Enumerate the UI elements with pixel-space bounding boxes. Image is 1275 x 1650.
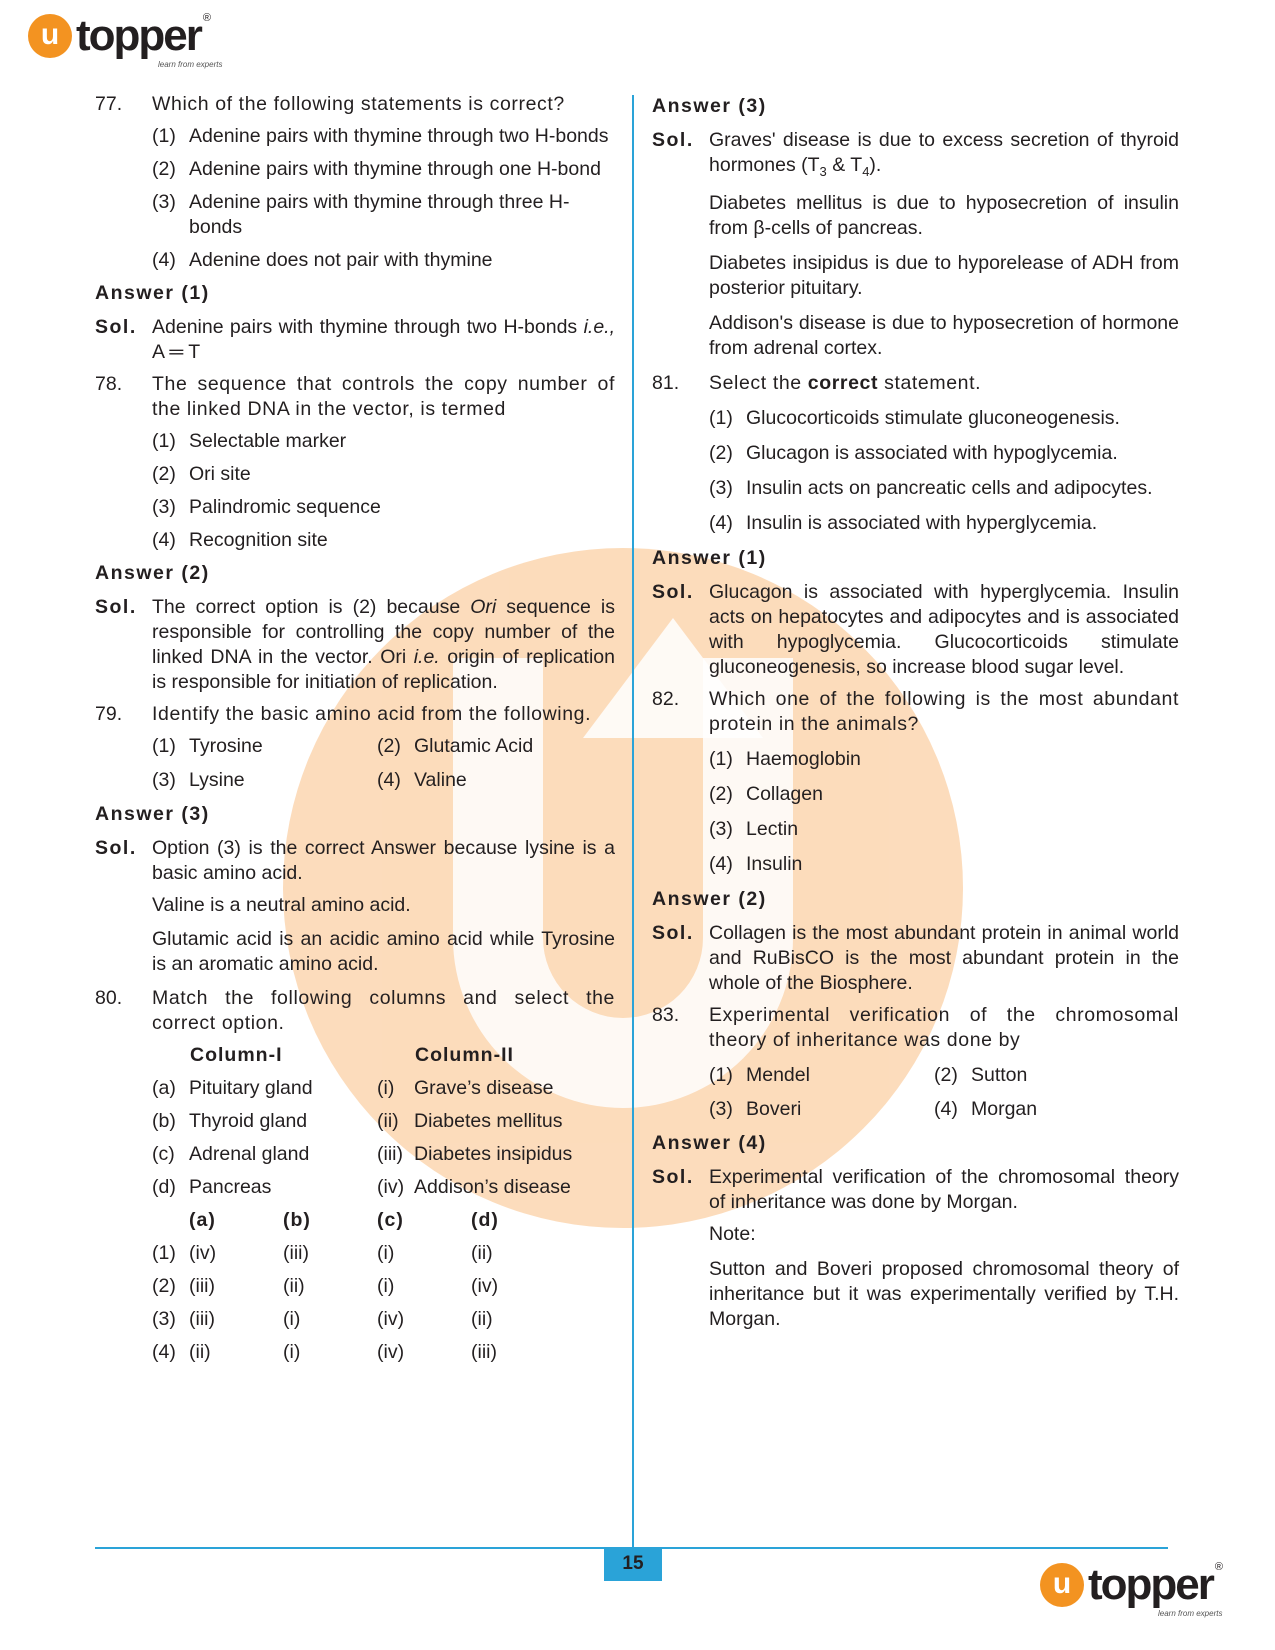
option-row: [152, 768, 615, 793]
choice-row: [152, 1307, 615, 1332]
answer-label: Answer (1): [95, 282, 210, 304]
registered-mark: ®: [202, 12, 211, 24]
question-number: 78.: [95, 373, 123, 395]
choice-value: (ii): [283, 1275, 305, 1297]
option: [709, 1097, 934, 1122]
question-78: [95, 372, 615, 422]
option: [152, 768, 377, 793]
solution-text: Option (3) is the correct Answer because lysine is a basic amino acid.: [152, 837, 615, 884]
brand-tagline: learn from experts: [158, 60, 223, 69]
solution-82: [652, 921, 1179, 996]
option-text: Insulin is associated with hyperglycemia.: [746, 511, 1098, 534]
option-number: (1): [152, 1242, 176, 1264]
solution-label: Sol.: [652, 921, 694, 944]
option: [709, 511, 1179, 536]
choice-column-heading: (a): [189, 1209, 216, 1231]
row-text: Addison’s disease: [414, 1176, 571, 1198]
brand-name: topper: [76, 11, 201, 60]
choice-value: (i): [283, 1308, 301, 1330]
option-number: (2): [709, 441, 733, 464]
option-row: [709, 1097, 1179, 1122]
match-row: [152, 1109, 615, 1134]
choice-row: [152, 1241, 615, 1266]
match-row: [152, 1175, 615, 1200]
choice-value: (iii): [471, 1341, 497, 1363]
option-number: (4): [152, 249, 176, 271]
option-number: (4): [152, 529, 176, 551]
brand-logo-top: [28, 11, 223, 69]
solution-label: Sol.: [95, 596, 137, 618]
option: [709, 817, 1179, 842]
option-text: Boveri: [746, 1097, 802, 1120]
solution-text: [709, 128, 1179, 184]
brand-badge: u: [1040, 1563, 1084, 1607]
match-row: [152, 1142, 615, 1167]
option-text: Mendel: [746, 1063, 810, 1086]
question-number: 80.: [95, 987, 123, 1009]
option: [152, 124, 615, 149]
solution-italic: i.e.,: [583, 316, 615, 338]
choice-column-heading: (c): [377, 1209, 404, 1231]
solution-paragraph: Diabetes insipidus is due to hyporelease of ADH from posterior pituitary.: [709, 251, 1179, 299]
brand-badge: u: [28, 14, 72, 58]
option: [152, 462, 615, 487]
question-text: The sequence that controls the copy number of the linked DNA in the vector, is termed: [152, 373, 615, 420]
answer-label: Answer (3): [652, 95, 767, 117]
row-text: Pituitary gland: [189, 1077, 313, 1099]
row-text: Thyroid gland: [189, 1110, 308, 1132]
option-number: (4): [934, 1097, 958, 1120]
question-number: 81.: [652, 371, 680, 394]
option-text: Glutamic Acid: [414, 735, 534, 757]
row-key: (i): [377, 1077, 395, 1099]
row-key: (b): [152, 1110, 176, 1132]
solution-part: & T: [826, 154, 863, 176]
column-divider: [632, 95, 634, 1570]
option-number: (1): [709, 1063, 733, 1086]
row-key: (a): [152, 1077, 176, 1099]
choice-column-heading: (b): [283, 1209, 311, 1231]
option: [152, 528, 615, 553]
brand-name: topper: [1088, 1560, 1213, 1609]
question-77: [95, 92, 615, 117]
solution-text: Glucagon is associated with hyperglycemia. Insulin acts on hepatocytes and adipocytes and is associated with hypoglycemia. Glucocorticoids stimulate gluconeogenesis, so increase blood sugar level.: [709, 580, 1179, 678]
brand-tagline: learn from experts: [1158, 1609, 1223, 1618]
option-text: Adenine pairs with thymine through two H-bonds: [189, 125, 609, 147]
option: [934, 1063, 1159, 1088]
solution-label: Sol.: [652, 1165, 694, 1188]
solution-text: Experimental verification of the chromosomal theory of inheritance was done by Morgan.: [709, 1165, 1179, 1213]
row-text: Adrenal gland: [189, 1143, 310, 1165]
option-number: (3): [709, 476, 733, 499]
question-text: Experimental verification of the chromosomal theory of inheritance was done by: [709, 1003, 1179, 1051]
question-79: [95, 702, 615, 727]
registered-mark: ®: [1214, 1561, 1223, 1573]
option: [152, 429, 615, 454]
option-text: Haemoglobin: [746, 747, 861, 770]
option: [709, 1063, 934, 1088]
option: [152, 734, 377, 759]
option: [709, 782, 1179, 807]
answer-label: Answer (2): [652, 887, 767, 910]
answer-label: Answer (1): [652, 546, 767, 569]
choice-value: (iv): [189, 1242, 217, 1264]
choice-value: (i): [377, 1242, 395, 1264]
solution-part: The correct option is (2) because: [152, 596, 471, 618]
column-2-heading: Column-II: [415, 1044, 514, 1066]
option-number: (1): [709, 747, 733, 770]
row-key: (iii): [377, 1143, 403, 1165]
question-number: 83.: [652, 1003, 680, 1026]
option-number: (2): [152, 1275, 176, 1297]
option-number: (4): [377, 769, 401, 791]
solution-part: sequence is responsible for controlling the copy number of the linked DNA in the vector. Ori: [152, 596, 615, 668]
solution-78: [95, 595, 615, 695]
choice-value: (i): [283, 1341, 301, 1363]
option-number: (1): [152, 735, 176, 757]
left-column: [95, 92, 615, 1373]
solution-text: [152, 315, 615, 365]
solution-text: [152, 595, 615, 695]
choice-value: (ii): [189, 1341, 211, 1363]
answer-label: Answer (2): [95, 562, 210, 584]
option-number: (2): [152, 158, 176, 180]
option-number: (4): [709, 852, 733, 875]
option-row: [152, 734, 615, 759]
question-number: 82.: [652, 687, 680, 710]
option-text: Insulin acts on pancreatic cells and adipocytes.: [746, 476, 1153, 499]
solution-81: [652, 580, 1179, 680]
option-text: Adenine does not pair with thymine: [189, 249, 493, 271]
choice-value: (iv): [377, 1308, 405, 1330]
solution-paragraph: Glutamic acid is an acidic amino acid while Tyrosine is an aromatic amino acid.: [152, 928, 615, 975]
option-number: (2): [934, 1063, 958, 1086]
option-number: (4): [152, 1341, 176, 1363]
question-part: Select the: [709, 371, 808, 394]
question-82: [652, 687, 1179, 737]
option-number: (4): [709, 511, 733, 534]
solution-label: Sol.: [95, 316, 137, 338]
row-key: (d): [152, 1176, 176, 1198]
option-number: (2): [709, 782, 733, 805]
question-bold: correct: [807, 371, 879, 394]
option: [377, 768, 602, 793]
option-text: Valine: [414, 769, 467, 791]
option: [934, 1097, 1159, 1122]
note-text: Sutton and Boveri proposed chromosomal theory of inheritance but it was experimentally verified by T.H. Morgan.: [709, 1257, 1179, 1330]
option: [709, 747, 1179, 772]
choice-header: [152, 1208, 615, 1233]
option-text: Insulin: [746, 852, 803, 875]
option: [152, 248, 615, 273]
question-number: 79.: [95, 703, 123, 725]
option-number: (2): [377, 735, 401, 757]
solution-italic: i.e.: [413, 646, 440, 668]
option-text: Morgan: [971, 1097, 1038, 1120]
option-text: Adenine pairs with thymine through one H-bond: [189, 158, 601, 180]
solution-part: origin of replication is responsible for initiation of replication.: [152, 646, 615, 693]
match-table-header: [190, 1043, 615, 1068]
option-text: Selectable marker: [189, 430, 347, 452]
option-text: Recognition site: [189, 529, 328, 551]
option-text: Glucocorticoids stimulate gluconeogenesis.: [746, 406, 1120, 429]
option-number: (3): [152, 1308, 176, 1330]
option-text: Lectin: [746, 817, 799, 840]
solution-label: Sol.: [95, 837, 137, 859]
question-number: 77.: [95, 93, 123, 115]
row-key: (c): [152, 1143, 175, 1165]
row-text: Grave’s disease: [414, 1077, 554, 1099]
solution-paragraph: Addison's disease is due to hyposecretion of hormone from adrenal cortex.: [709, 311, 1179, 359]
option-row: [709, 1063, 1179, 1088]
brand-logo-bottom: [1040, 1560, 1223, 1618]
option: [152, 190, 615, 240]
choice-value: (iv): [471, 1275, 499, 1297]
page-number: 15: [604, 1547, 662, 1581]
choice-value: (ii): [471, 1242, 493, 1264]
question-80: [95, 986, 615, 1036]
option-number: (3): [152, 769, 176, 791]
option-number: (1): [709, 406, 733, 429]
row-text: Diabetes insipidus: [414, 1143, 573, 1165]
solution-paragraph: Valine is a neutral amino acid.: [152, 894, 411, 916]
subscript: 3: [819, 163, 827, 179]
answer-label: Answer (4): [652, 1131, 767, 1154]
question-83: [652, 1003, 1179, 1053]
question-text: Match the following columns and select the correct option.: [152, 987, 615, 1034]
option-text: Sutton: [971, 1063, 1028, 1086]
choice-value: (iv): [377, 1341, 405, 1363]
option-text: Lysine: [189, 769, 245, 791]
solution-paragraph: Diabetes mellitus is due to hyposecretion of insulin from β-cells of pancreas.: [709, 191, 1179, 239]
row-text: Pancreas: [189, 1176, 272, 1198]
solution-part: A ═ T: [152, 341, 201, 363]
option-text: Ori site: [189, 463, 251, 485]
row-text: Diabetes mellitus: [414, 1110, 563, 1132]
solution-77: [95, 315, 615, 365]
column-1-heading: Column-I: [190, 1044, 283, 1066]
row-key: (ii): [377, 1110, 399, 1132]
option-text: Palindromic sequence: [189, 496, 381, 518]
option-text: Glucagon is associated with hypoglycemia.: [746, 441, 1118, 464]
right-column: [652, 92, 1179, 1342]
option-number: (3): [152, 191, 176, 213]
choice-value: (i): [377, 1275, 395, 1297]
option: [709, 476, 1179, 501]
answer-label: Answer (3): [95, 803, 210, 825]
match-row: [152, 1076, 615, 1101]
question-text: Which one of the following is the most abundant protein in the animals?: [709, 687, 1179, 735]
choice-value: (ii): [471, 1308, 493, 1330]
option-number: (1): [152, 430, 176, 452]
option-number: (1): [152, 125, 176, 147]
question-81: [652, 371, 1179, 396]
option-number: (2): [152, 463, 176, 485]
solution-part: ).: [869, 154, 882, 176]
choice-value: (iii): [189, 1308, 215, 1330]
solution-79: [95, 836, 615, 886]
option-number: (3): [709, 817, 733, 840]
option: [709, 852, 1179, 877]
solution-part: Adenine pairs with thymine through two H-bonds: [152, 316, 584, 338]
option: [377, 734, 602, 759]
option: [709, 441, 1179, 466]
solution-part: Graves' disease is due to excess secretion of thyroid hormones (T: [709, 129, 1179, 176]
solution-label: Sol.: [652, 129, 694, 151]
subscript: 4: [862, 163, 870, 179]
option-text: Adenine pairs with thymine through three H-bonds: [189, 191, 570, 238]
choice-column-heading: (d): [471, 1209, 499, 1231]
option-text: Tyrosine: [189, 735, 263, 757]
note-label: Note:: [709, 1222, 756, 1245]
question-part: statement.: [878, 371, 982, 394]
choice-row: [152, 1274, 615, 1299]
solution-label: Sol.: [652, 580, 694, 603]
option-number: (3): [152, 496, 176, 518]
solution-83: [652, 1165, 1179, 1215]
option: [709, 406, 1179, 431]
choice-value: (iii): [283, 1242, 309, 1264]
option: [152, 495, 615, 520]
option: [152, 157, 615, 182]
choice-row: [152, 1340, 615, 1365]
option-text: Collagen: [746, 782, 823, 805]
question-text: Which of the following statements is correct?: [152, 93, 565, 115]
solution-text: Collagen is the most abundant protein in animal world and RuBisCO is the most abundant protein in the whole of the Biosphere.: [709, 921, 1179, 994]
solution-80: [652, 128, 1179, 184]
solution-italic: Ori: [470, 596, 497, 618]
question-text: [709, 371, 1179, 396]
row-key: (iv): [377, 1176, 405, 1198]
choice-value: (iii): [189, 1275, 215, 1297]
question-text: Identify the basic amino acid from the following.: [152, 703, 592, 725]
option-number: (3): [709, 1097, 733, 1120]
